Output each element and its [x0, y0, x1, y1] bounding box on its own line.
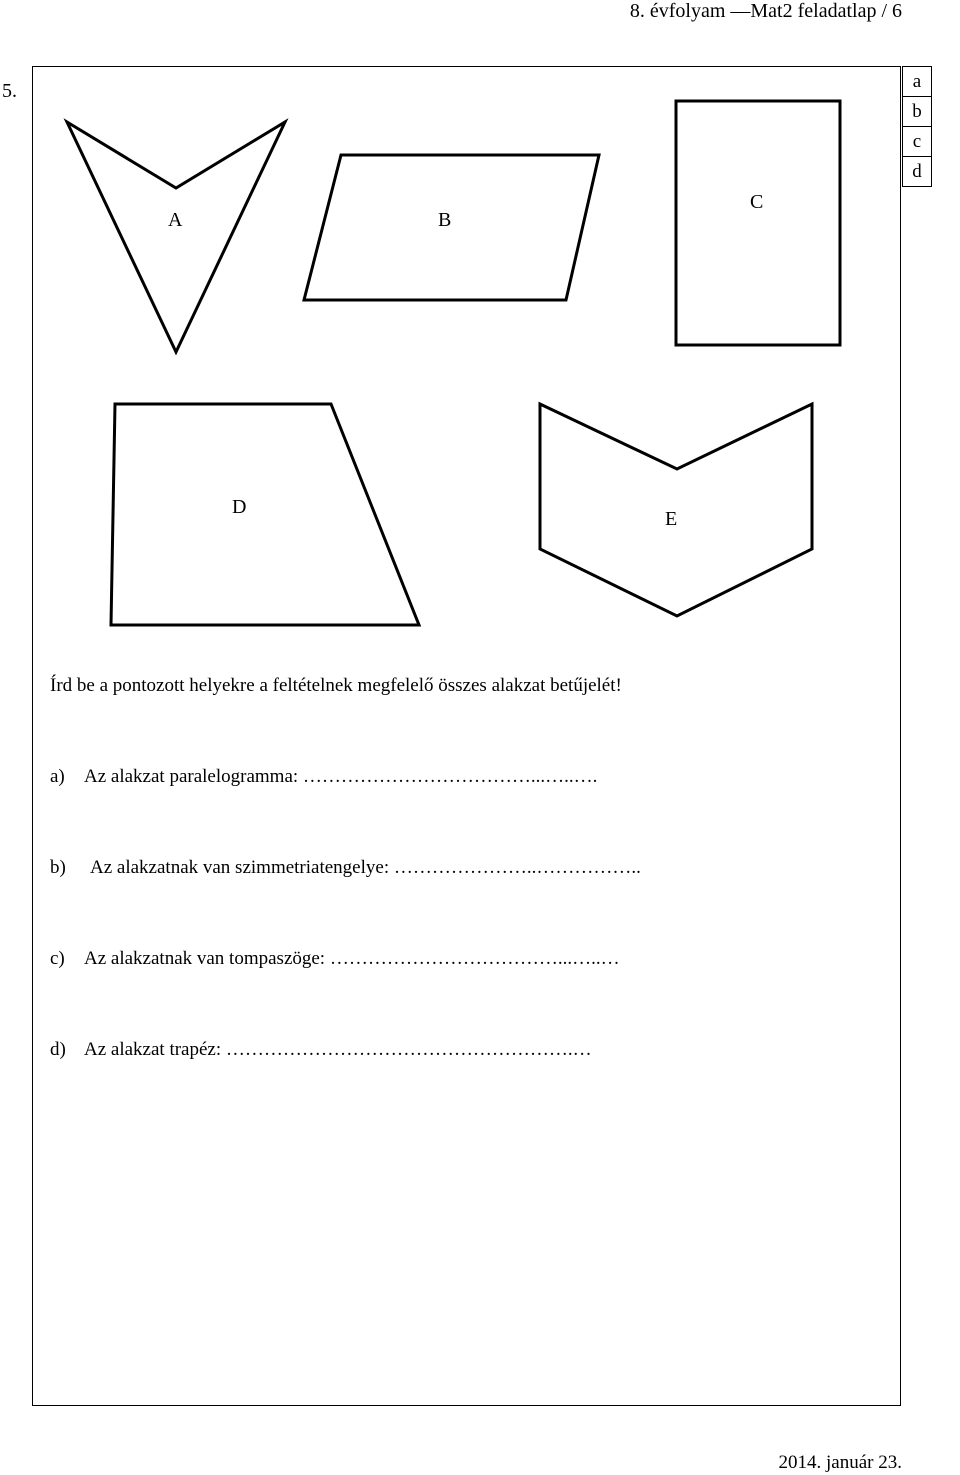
- score-cell-d: d: [912, 161, 922, 182]
- question-d: [50, 1039, 592, 1061]
- question-a-text: Az alakzat paralelogramma:: [84, 766, 299, 787]
- footer-date: 2014. január 23.: [778, 1452, 902, 1473]
- question-b-letter: b): [50, 857, 66, 878]
- shape-label-e: E: [665, 508, 678, 530]
- question-a: [50, 766, 597, 788]
- shape-a-arrowhead: [67, 122, 285, 352]
- score-cell-b: b: [903, 97, 931, 127]
- shape-label-d: D: [232, 496, 247, 518]
- page-header: 8. évfolyam —Mat2 feladatlap / 6: [629, 0, 902, 22]
- question-a-letter: a): [50, 766, 65, 787]
- shape-d-trapezoid: [111, 404, 419, 625]
- task-number: 5.: [2, 80, 17, 102]
- shapes-figure: [0, 0, 960, 660]
- question-d-answer-blank[interactable]: ……………………………………………….…: [225, 1039, 592, 1060]
- shape-label-c: C: [750, 191, 764, 213]
- shape-b-parallelogram: [304, 155, 599, 300]
- question-c-letter: c): [50, 948, 65, 969]
- question-a-answer-blank[interactable]: ………………………………...…..….: [302, 766, 598, 787]
- question-d-letter: d): [50, 1039, 66, 1060]
- score-cell-a: a: [903, 67, 931, 97]
- question-c-answer-blank[interactable]: ………………………………...…..…: [329, 948, 620, 969]
- question-b-answer-blank[interactable]: …………………..……………..: [393, 857, 641, 878]
- question-c-text: Az alakzatnak van tompaszöge:: [84, 948, 326, 969]
- question-b-text: Az alakzatnak van szimmetriatengelye:: [90, 857, 390, 878]
- shape-label-b: B: [438, 209, 452, 231]
- shape-c-rectangle: [676, 101, 840, 345]
- score-cell-c: c: [903, 127, 931, 157]
- shape-label-a: A: [168, 209, 183, 231]
- question-c: [50, 948, 620, 970]
- question-b: [50, 857, 641, 879]
- instruction-text: Írd be a pontozott helyekre a feltételnek megfelelő összes alakzat betűjelét!: [50, 675, 622, 696]
- question-d-text: Az alakzat trapéz:: [84, 1039, 222, 1060]
